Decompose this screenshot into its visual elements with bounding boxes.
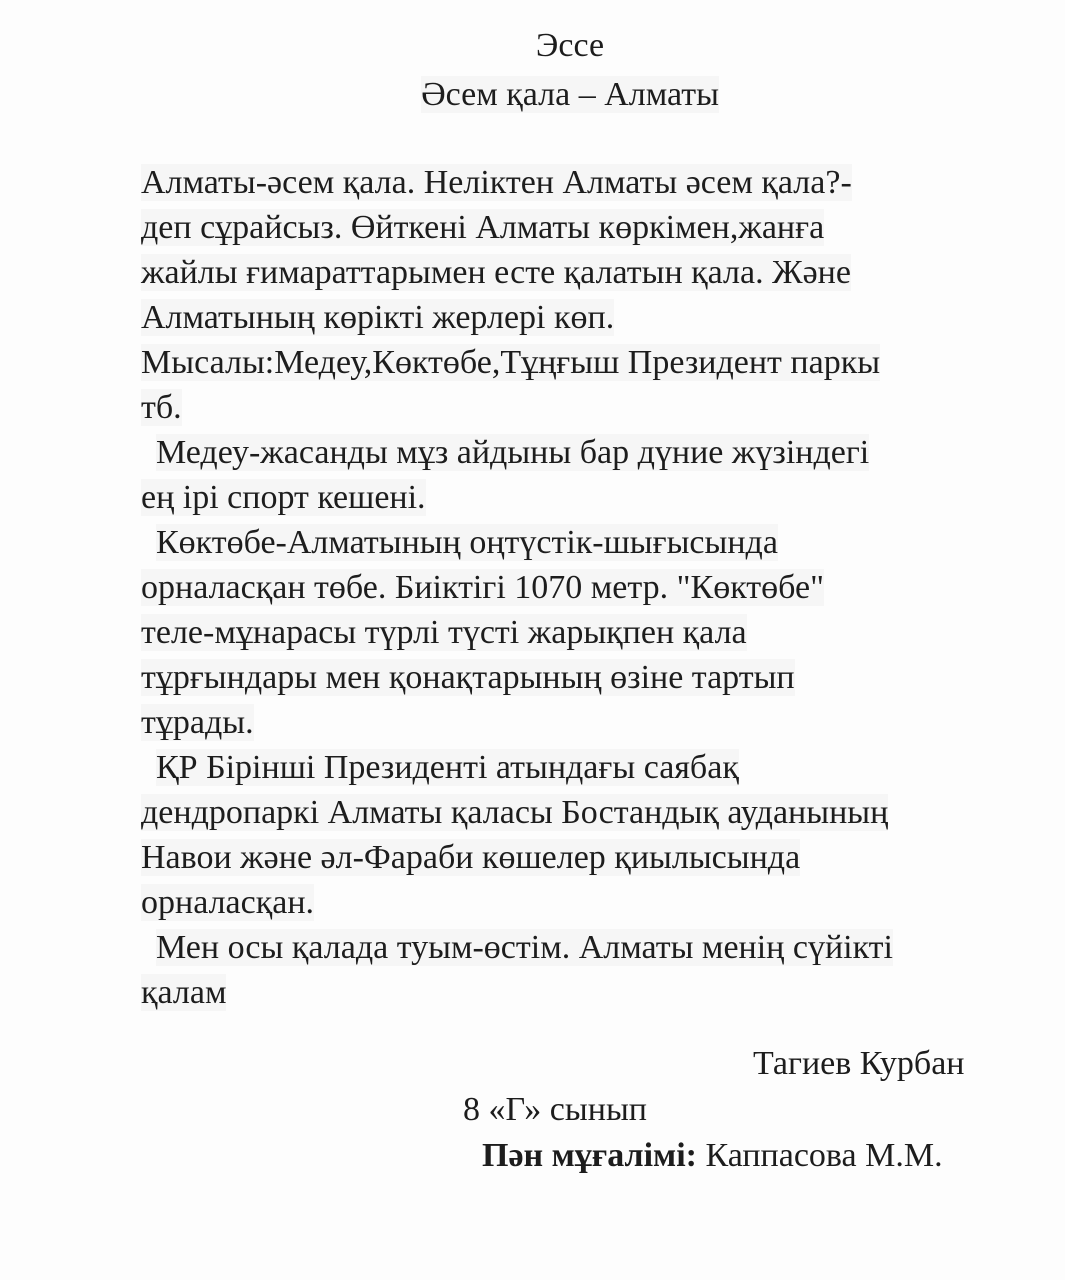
essay-body bbox=[141, 160, 1021, 1015]
signature-teacher bbox=[141, 1133, 1065, 1179]
essay-line: Мен осы қалада туым-өстім. Алматы менің сүйікті bbox=[156, 929, 893, 966]
essay-line: Көктөбе-Алматының оңтүстік-шығысында bbox=[156, 524, 778, 561]
essay-line: Медеу-жасанды мұз айдыны бар дүние жүзіндегі bbox=[156, 434, 870, 471]
title-block bbox=[140, 0, 1000, 119]
essay-line: тұрады. bbox=[141, 704, 254, 741]
teacher-name: Каппасова М.М. bbox=[696, 1137, 943, 1174]
essay-line: Алматының көрікті жерлері көп. bbox=[141, 299, 615, 336]
essay-line: орналасқан төбе. Биіктігі 1070 метр. "Көктөбе" bbox=[141, 569, 824, 606]
signature-block bbox=[141, 1041, 1065, 1179]
teacher-label: Пән мұғалімі: bbox=[482, 1137, 697, 1174]
signature-author: Тагиев Курбан bbox=[753, 1045, 965, 1082]
essay-line: Алматы-әсем қала. Неліктен Алматы әсем қала?- bbox=[141, 164, 852, 201]
essay-subtitle: Әсем қала – Алматы bbox=[421, 76, 719, 113]
essay-line: тұрғындары мен қонақтарының өзіне тартып bbox=[141, 659, 795, 696]
essay-line: ҚР Бірінші Президенті атындағы саябақ bbox=[156, 749, 739, 786]
essay-line: дендропаркі Алматы қаласы Бостандық ауданының bbox=[141, 794, 889, 831]
essay-line: қалам bbox=[141, 974, 227, 1011]
essay-line: жайлы ғимараттарымен есте қалатын қала. Және bbox=[141, 254, 851, 291]
essay-line: теле-мұнарасы түрлі түсті жарықпен қала bbox=[141, 614, 747, 651]
signature-class: 8 «Г» сынып bbox=[463, 1091, 647, 1128]
essay-title: Эссе bbox=[535, 27, 605, 64]
essay-line: Мысалы:Медеу,Көктөбе,Тұңғыш Президент паркы bbox=[141, 344, 881, 381]
essay-line: Навои және әл-Фараби көшелер қиылысында bbox=[141, 839, 801, 876]
essay-line: деп сұрайсыз. Өйткені Алматы көркімен,жанға bbox=[141, 209, 825, 246]
essay-line: ең ірі спорт кешені. bbox=[141, 479, 426, 516]
essay-line: тб. bbox=[141, 389, 182, 426]
essay-line: орналасқан. bbox=[141, 884, 315, 921]
